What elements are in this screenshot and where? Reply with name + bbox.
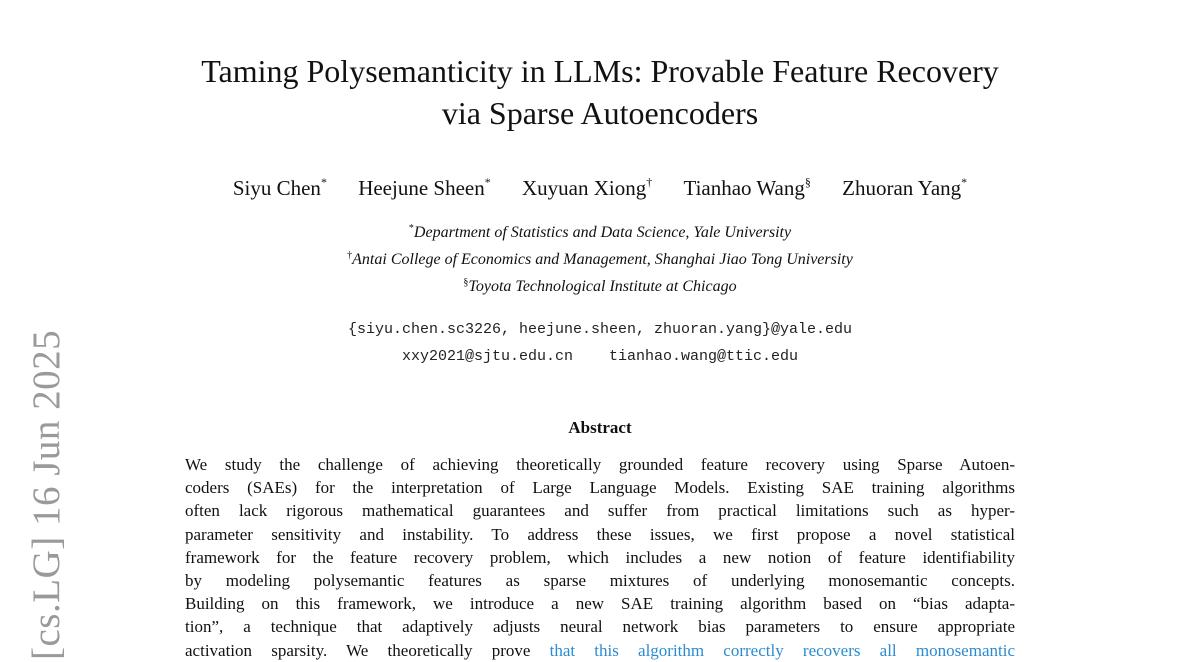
- abstract-line-partial: [185, 639, 1015, 662]
- affiliation-mark: †: [347, 250, 353, 261]
- author-mark: *: [484, 175, 491, 189]
- author-name: Zhuoran Yang: [842, 176, 962, 200]
- abstract-line: parameter sensitivity and instability. To address these issues, we first propose a novel statistical: [185, 524, 1015, 544]
- author-name: Siyu Chen: [232, 176, 321, 200]
- affiliation: [100, 219, 1100, 246]
- abstract-link[interactable]: that this algorithm correctly recovers all monosemantic: [549, 640, 1015, 660]
- abstract-line: often lack rigorous mathematical guarantees and suffer from practical limitations such as hyper-: [185, 501, 1015, 521]
- title-line-1: Taming Polysemanticity in LLMs: Provable Feature Recovery: [201, 53, 999, 89]
- abstract-line: We study the challenge of achieving theoretically grounded feature recovery using Sparse Autoen-: [185, 455, 1015, 474]
- author: [522, 174, 652, 202]
- author-name: Heejune Sheen: [358, 176, 485, 200]
- affiliation: [100, 246, 1100, 273]
- author-mark: *: [961, 175, 968, 189]
- affiliation-mark: *: [408, 223, 414, 234]
- paper-title: [100, 50, 1100, 134]
- abstract-line: Building on this framework, we introduce a new SAE training algorithm based on “bias adapta-: [185, 594, 1015, 614]
- author: [233, 174, 327, 202]
- abstract-heading: Abstract: [568, 418, 632, 437]
- abstract-line: framework for the feature recovery problem, which includes a new notion of feature identifiability: [185, 547, 1015, 567]
- affiliation-text: Toyota Technological Institute at Chicago: [468, 278, 737, 295]
- affiliation: [100, 273, 1100, 300]
- abstract-line: tion”, a technique that adaptively adjusts neural network bias parameters to ensure appropriate: [185, 617, 1015, 637]
- email-line: xxy2021@sjtu.edu.cn tianhao.wang@ttic.edu: [401, 348, 799, 365]
- author-mark: †: [646, 175, 653, 189]
- author-list: [100, 174, 1100, 202]
- author-name: Tianhao Wang: [683, 176, 805, 200]
- author: [683, 174, 810, 202]
- title-line-2: via Sparse Autoencoders: [441, 95, 759, 131]
- author-mark: §: [804, 175, 811, 189]
- affiliation-mark: §: [463, 277, 469, 288]
- arxiv-stamp: [cs.LG] 16 Jun 2025: [25, 329, 68, 660]
- email-block: [100, 316, 1100, 370]
- author: [358, 174, 491, 202]
- abstract-body: [185, 453, 1015, 662]
- author-mark: *: [320, 175, 327, 189]
- author-name: Xuyuan Xiong: [521, 176, 647, 200]
- abstract-text: activation sparsity. We theoretically prove: [185, 640, 531, 660]
- affiliation-text: Department of Statistics and Data Science, Yale University: [413, 224, 792, 241]
- email-line: {siyu.chen.sc3226, heejune.sheen, zhuoran.yang}@yale.edu: [347, 321, 853, 338]
- affiliation-text: Antai College of Economics and Management, Shanghai Jiao Tong University: [352, 251, 853, 268]
- abstract-line: by modeling polysemantic features as sparse mixtures of underlying monosemantic concepts.: [185, 571, 1015, 591]
- affiliation-list: [100, 219, 1100, 300]
- author: [842, 174, 967, 202]
- abstract-line: coders (SAEs) for the interpretation of Large Language Models. Existing SAE training algorithms: [185, 478, 1015, 498]
